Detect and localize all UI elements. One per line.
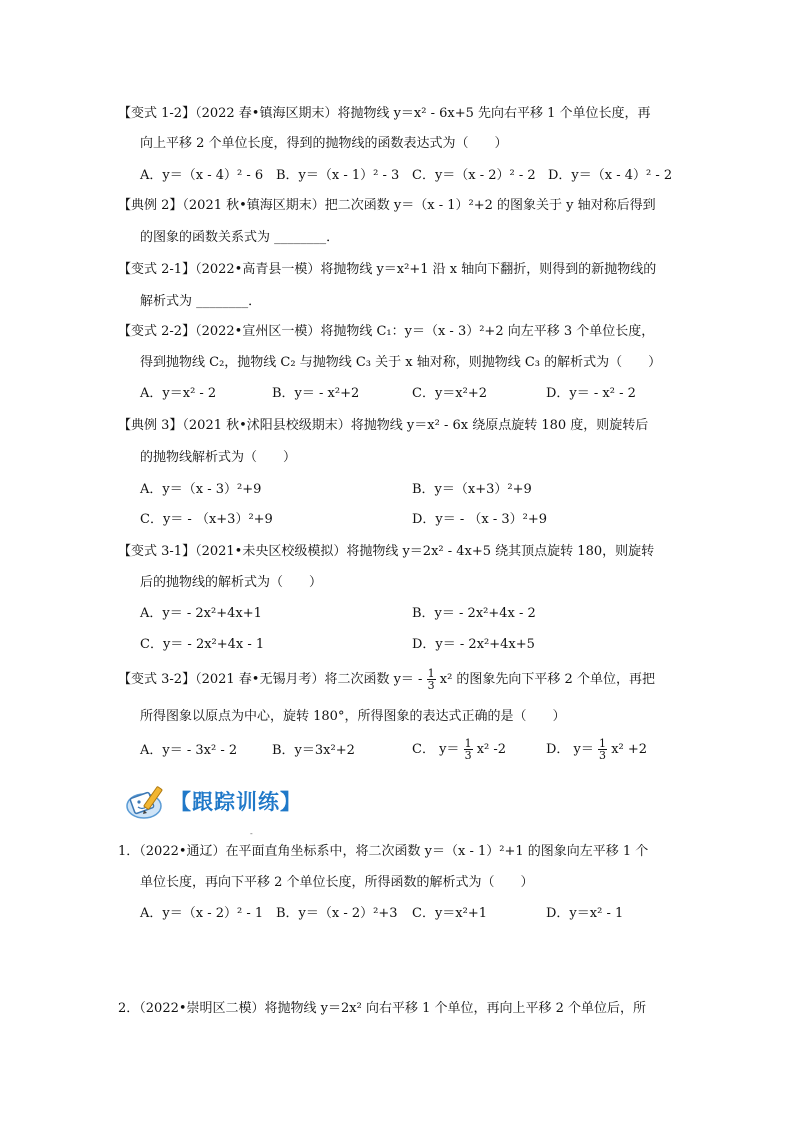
option-d [546,738,647,761]
problem-3-2-line-1 [118,668,655,691]
option-a: A．y＝（x - 3）²+9 [140,482,262,497]
option-a: A．y＝（x - 4）² - 6 [140,168,264,183]
problem-3-2-text-b: x² 的图象先向下平移 2 个单位，再把 [439,672,655,687]
fraction-denominator: 3 [427,679,435,692]
option-d-suffix: x² +2 [611,742,648,757]
option-b: B．y＝（x+3）²+9 [412,482,532,497]
option-c: C．y＝ - （x+3）²+9 [140,512,273,527]
option-c: C．y＝（x - 2）² - 2 [412,168,536,183]
option-b: B．y＝（x - 2）²+3 [276,906,398,921]
option-c-suffix: x² -2 [476,742,507,757]
example-2-line-1: 【典例 2】（2021 秋•镇海区期末）把二次函数 y＝（x - 1）²+2 的图象关于 y 轴对称后得到 [118,198,656,213]
question-1-line-1: 1．（2022•通辽）在平面直角坐标系中，将二次函数 y＝（x - 1）²+1 的图象向左平移 1 个 [118,844,649,859]
problem-3-1-line-1: 【变式 3-1】（2021•未央区校级模拟）将抛物线 y＝2x² - 4x+5 绕其顶点旋转 180，则旋转 [118,544,655,559]
fraction-one-third [598,738,607,761]
problem-3-2-text-a: 【变式 3-2】（2021 春•无锡月考）将二次函数 y＝ - [118,672,423,687]
problem-2-1-line-2: 解析式为 ________． [140,294,262,309]
example-3-line-1: 【典例 3】（2021 秋•沭阳县校级期末）将抛物线 y＝x² - 6x 绕原点旋转 180 度，则旋转后 [118,418,649,433]
example-2-line-2: 的图象的函数关系式为 ________． [140,230,340,245]
option-a: A．y＝（x - 2）² - 1 [140,906,264,921]
problem-1-2-line-2: 向上平移 2 个单位长度，得到的抛物线的函数表达式为（ ） [140,136,508,151]
fraction-one-third [464,738,473,761]
option-c: C．y＝ - 2x²+4x - 1 [140,637,265,652]
problem-2-1-line-1: 【变式 2-1】（2022•高青县一模）将抛物线 y＝x²+1 沿 x 轴向下翻折，则得到的新抛物线的 [118,262,657,277]
fraction-denominator: 3 [599,749,607,762]
example-3-line-2: 的抛物线解析式为（ ） [140,450,297,465]
option-b: B．y＝（x - 1）² - 3 [276,168,400,183]
problem-3-1-line-2: 后的抛物线的解析式为（ ） [140,575,323,590]
option-a: A．y＝ - 3x² - 2 [140,743,238,758]
option-c-prefix: C． y＝ [412,742,460,757]
option-a: A．y＝x² - 2 [140,386,217,401]
option-b: B．y＝ - 2x²+4x - 2 [412,606,536,621]
problem-2-2-line-1: 【变式 2-2】（2022•宣州区一模）将抛物线 C₁：y＝（x - 3）²+2 向左平移 3 个单位长度， [118,324,655,339]
fraction-denominator: 3 [464,749,472,762]
problem-3-2-line-2: 所得图象以原点为中心，旋转 180°，所得图象的表达式正确的是（ ） [140,709,566,724]
option-a: A．y＝ - 2x²+4x+1 [140,606,262,621]
fraction-one-third [427,668,436,691]
fraction-numerator: 1 [599,737,607,750]
question-1-line-2: 单位长度，再向下平移 2 个单位长度，所得函数的解析式为（ ） [140,875,534,890]
option-d-prefix: D． y＝ [546,742,594,757]
option-d: D．y＝x² - 1 [546,906,624,921]
section-banner [124,782,364,822]
option-b: B．y＝ - x²+2 [272,386,360,401]
option-c: C．y＝x²+2 [412,386,487,401]
option-b: B．y＝3x²+2 [272,743,355,758]
fraction-numerator: 1 [464,737,472,750]
option-d: D．y＝（x - 4）² - 2 [548,168,673,183]
problem-2-2-line-2: 得到抛物线 C₂，抛物线 C₂ 与抛物线 C₃ 关于 x 轴对称，则抛物线 C₃ 的解析式为（ ） [140,355,662,370]
stray-mark: - [250,829,253,838]
pencil-notebook-icon [124,782,168,822]
option-d: D．y＝ - x² - 2 [546,386,636,401]
option-d: D．y＝ - 2x²+4x+5 [412,637,535,652]
option-c: C．y＝x²+1 [412,906,487,921]
option-d: D．y＝ - （x - 3）²+9 [412,512,548,527]
question-2-line-1: 2．（2022•崇明区二模）将抛物线 y＝2x² 向右平移 1 个单位，再向上平移 2 个单位后，所 [118,1001,647,1016]
fraction-numerator: 1 [427,667,435,680]
option-c [412,738,506,761]
section-title: 【跟踪训练】 [170,789,302,814]
problem-1-2-line-1: 【变式 1-2】（2022 春•镇海区期末）将抛物线 y＝x² - 6x+5 先向右平移 1 个单位长度，再 [118,106,651,121]
